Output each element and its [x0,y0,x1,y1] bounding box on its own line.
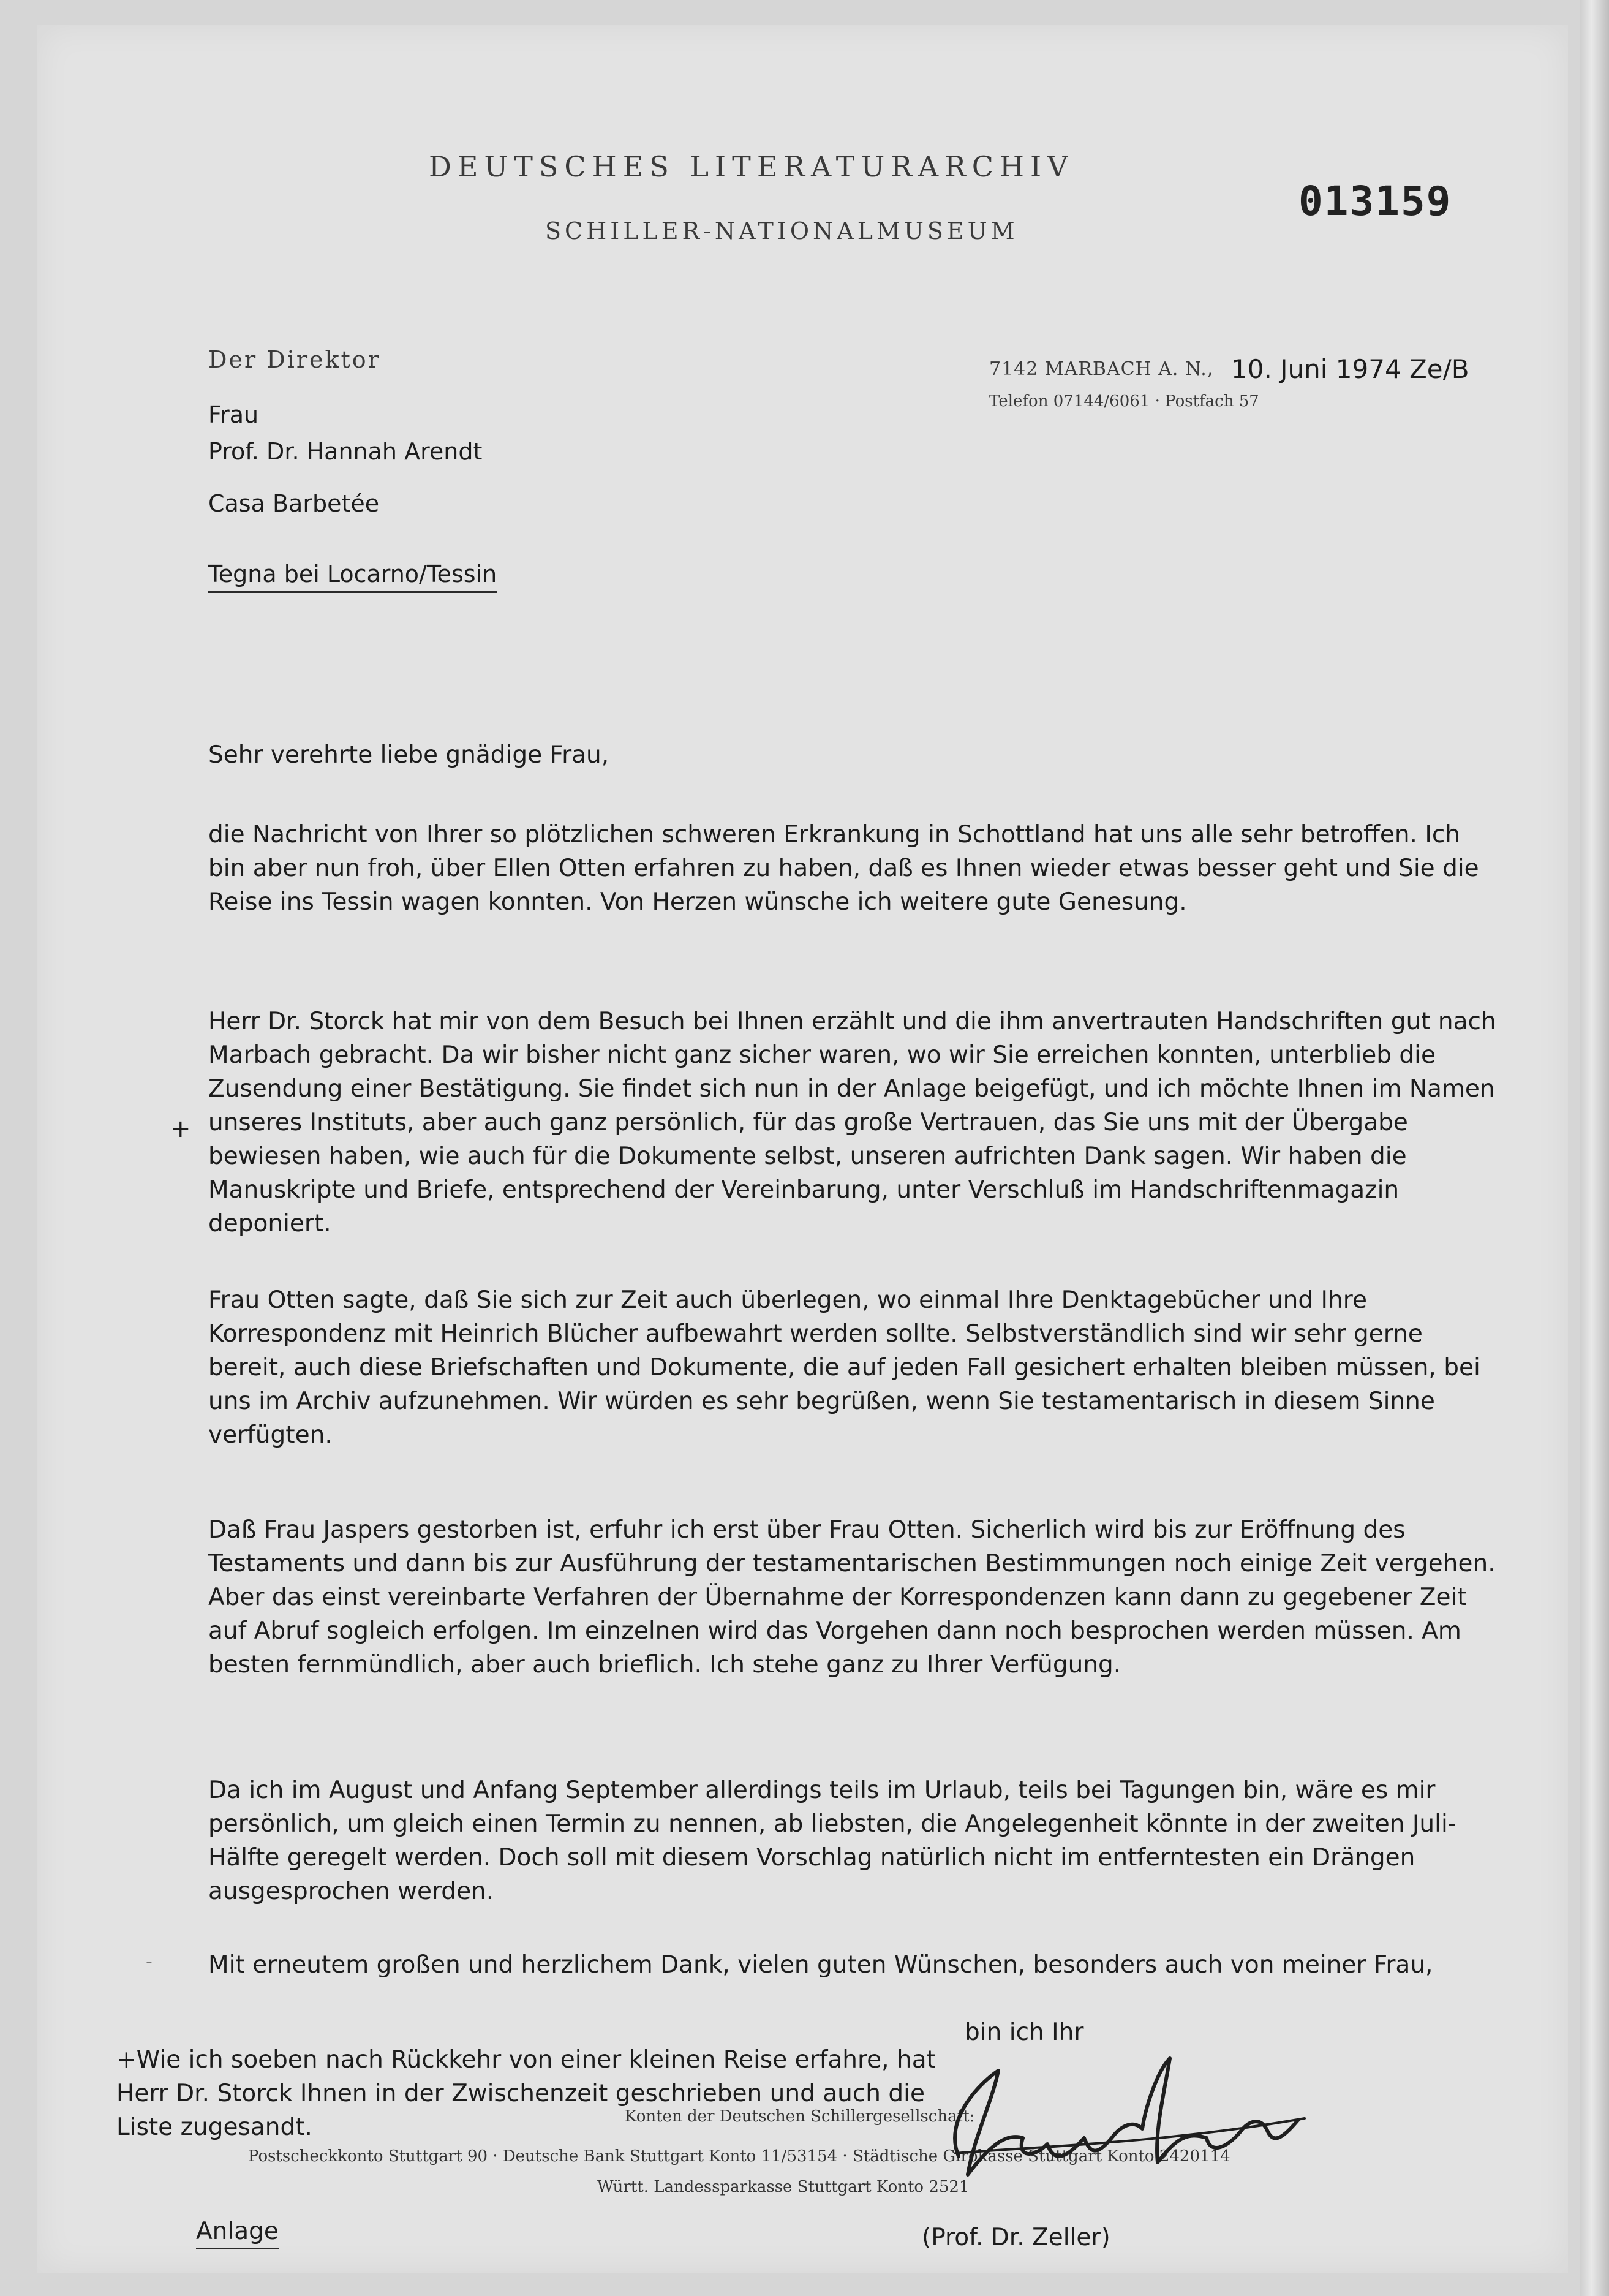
recipient-line-1: Frau [208,401,259,428]
sender-role: Der Direktor [208,346,381,373]
handwritten-signature [900,2046,1341,2199]
recipient-line-3: Casa Barbetée [208,490,380,517]
letter-date: 10. Juni 1974 Ze/B [1231,354,1469,384]
signatory-name: (Prof. Dr. Zeller) [922,2224,1110,2251]
museum-name: SCHILLER-NATIONALMUSEUM [545,217,1019,244]
margin-mark: ‐ [146,1951,153,1973]
page-edge [1580,0,1609,2296]
sender-place: 7142 MARBACH A. N., [989,358,1214,380]
footer-accounts-line-2: Württ. Landessparkasse Stuttgart Konto 2521 [597,2178,970,2196]
sender-phone: Telefon 07144/6061 · Postfach 57 [989,392,1259,410]
paragraph-text: Daß Frau Jaspers gestorben ist, erfuhr ich erst über Frau Otten. Sicherlich wird bis zur Eröffnung des Testaments und dann bis zur Ausführung der testamentarischen Bestimmungen noch einige Zeit vergehen. Aber das einst vereinbarte Verfahren der Übernahme der Korrespondenzen kann dann zu gegebener Zeit auf Abruf sogleich erfolgen. Im einzelnen wird das Vorgehen dann noch besprochen werden müssen. Am besten fernmündlich, aber auch brieflich. Ich stehe ganz zu Ihrer Verfügung. [208,1516,1496,1679]
footer-accounts-title: Konten der Deutschen Schillergesellschaft: [625,2107,975,2126]
postscript-note: +Wie ich soeben nach Rückkehr von einer kleinen Reise erfahre, hat Herr Dr. Storck Ihnen in der Zwischenzeit geschrieben und auch die Liste zugesandt. [116,2046,936,2141]
paragraph-4 [208,1513,1501,1682]
insertion-mark: + [170,1115,191,1143]
paragraph-text: Frau Otten sagte, daß Sie sich zur Zeit auch überlegen, wo einmal Ihre Denktagebücher und Ihre Korrespondenz mit Heinrich Blücher aufbewahrt werden sollte. Selbstverständlich sind wir sehr gerne bereit, auch diese Briefschaften und Dokumente, die auf jeden Fall gesichert erhalten bleiben müssen, bei uns im Archiv aufzunehmen. Wir würden es sehr begrüßen, wenn Sie testamentarisch in diesem Sinne verfügten. [208,1286,1480,1449]
paragraph-3 [208,1283,1501,1452]
paragraph-1 [208,818,1501,919]
enclosure-label: Anlage [196,2218,279,2249]
paragraph-5 [208,1773,1501,1908]
paragraph-text: die Nachricht von Ihrer so plötzlichen schweren Erkrankung in Schottland hat uns alle sehr betroffen. Ich bin aber nun froh, über Ellen Otten erfahren zu haben, daß es Ihnen wieder etwas besser geht und Sie die Reise ins Tessin wagen konnten. Von Herzen wünsche ich weitere gute Genesung. [208,821,1479,916]
institution-name: DEUTSCHES LITERATURARCHIV [429,150,1074,183]
closing-phrase: bin ich Ihr [965,2018,1084,2046]
recipient-line-2: Prof. Dr. Hannah Arendt [208,438,483,465]
paragraph-2 [208,1005,1501,1241]
paragraph-text: Herr Dr. Storck hat mir von dem Besuch bei Ihnen erzählt und die ihm anvertrauten Handschriften gut nach Marbach gebracht. Da wir bisher nicht ganz sicher waren, wo wir Sie erreichen konnten, unterblieb die Zusendung einer Bestätigung. Sie findet sich nun in der Anlage beigefügt, und ich möchte Ihnen im Namen unseres Instituts, aber auch ganz persönlich, für das große Vertrauen, das Sie uns mit der Übergabe bewiesen haben, wie auch für die Dokumente selbst, unseren aufrichten Dank sagen. Wir haben die Manuskripte und Briefe, entsprechend der Vereinbarung, unter Verschluß im Handschriftenmagazin deponiert. [208,1008,1496,1237]
closing-text: Mit erneutem großen und herzlichem Dank, vielen guten Wünschen, besonders auch von meiner Frau, [208,1951,1433,1979]
footer-accounts-line: Postscheckkonto Stuttgart 90 · Deutsche Bank Stuttgart Konto 11/53154 · Städtische Girokasse Stuttgart Konto 2420114 [248,2147,1230,2166]
closing-paragraph [208,1948,1501,1982]
document-number: 013159 [1298,178,1452,225]
paragraph-text: Da ich im August und Anfang September allerdings teils im Urlaub, teils bei Tagungen bin, wäre es mir persönlich, um gleich einen Termin zu nennen, ab liebsten, die Angelegenheit könnte in der zweiten Juli-Hälfte geregelt werden. Doch soll mit diesem Vorschlag natürlich nicht im entferntesten ein Drängen ausgesprochen werden. [208,1777,1456,1905]
salutation: Sehr verehrte liebe gnädige Frau, [208,741,609,769]
recipient-line-4: Tegna bei Locarno/Tessin [208,561,497,593]
